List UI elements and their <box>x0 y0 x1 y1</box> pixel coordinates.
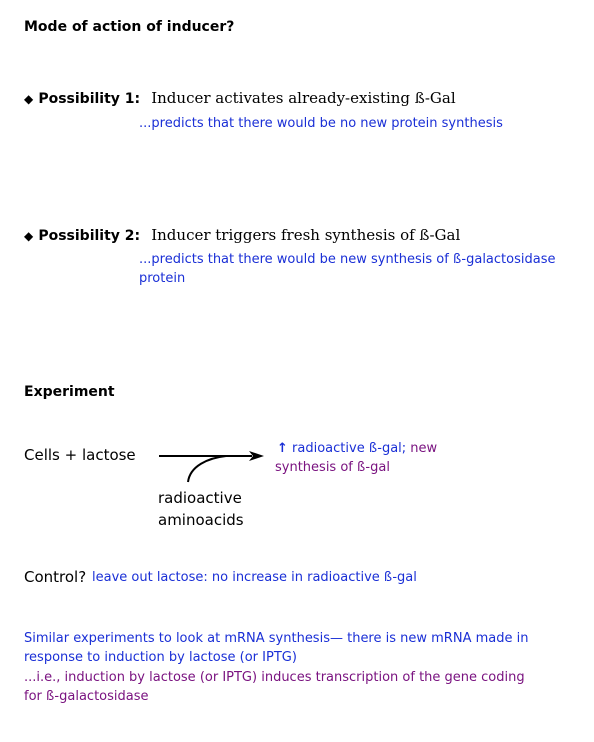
mrna-line4: for ß-galactosidase <box>24 689 149 704</box>
result-separator: ; <box>401 441 407 456</box>
experiment-added-line2: aminoacids <box>158 511 244 529</box>
page-title: Mode of action of inducer? <box>24 19 235 35</box>
up-arrow-icon: ↑ <box>277 441 288 456</box>
possibility-1-note: ...predicts that there would be no new protein synthesis <box>139 116 503 131</box>
result-new: new <box>406 441 438 456</box>
mrna-line2: response to induction by lactose (or IPTG) <box>24 650 297 665</box>
mrna-line1: Similar experiments to look at mRNA synthesis— there is new mRNA made in <box>24 631 529 646</box>
experiment-result-line2: synthesis of ß-gal <box>275 460 390 475</box>
experiment-input: Cells + lactose <box>24 446 136 464</box>
possibility-2-statement: Inducer triggers fresh synthesis of ß-Gal <box>151 226 461 244</box>
result-radioactive-bgal: radioactive ß-gal <box>292 441 402 456</box>
control-note: leave out lactose: no increase in radioactive ß-gal <box>92 570 417 585</box>
diamond-bullet-icon: ◆ <box>24 92 34 106</box>
experiment-result-line1 <box>277 441 437 456</box>
possibility-2 <box>24 225 460 244</box>
reaction-arrow <box>150 440 275 492</box>
diamond-bullet-icon: ◆ <box>24 229 34 243</box>
possibility-1-statement: Inducer activates already-existing ß-Gal <box>151 89 456 107</box>
possibility-1 <box>24 88 456 107</box>
possibility-2-label: Possibility 2: <box>38 228 141 244</box>
experiment-added-line1: radioactive <box>158 489 242 507</box>
possibility-1-label: Possibility 1: <box>38 91 141 107</box>
mrna-line3: ...i.e., induction by lactose (or IPTG) induces transcription of the gene coding <box>24 670 525 685</box>
possibility-2-note-line1: ...predicts that there would be new synthesis of ß-galactosidase <box>139 252 556 267</box>
possibility-2-note-line2: protein <box>139 271 186 286</box>
experiment-heading: Experiment <box>24 384 115 400</box>
control-label: Control? <box>24 568 87 586</box>
